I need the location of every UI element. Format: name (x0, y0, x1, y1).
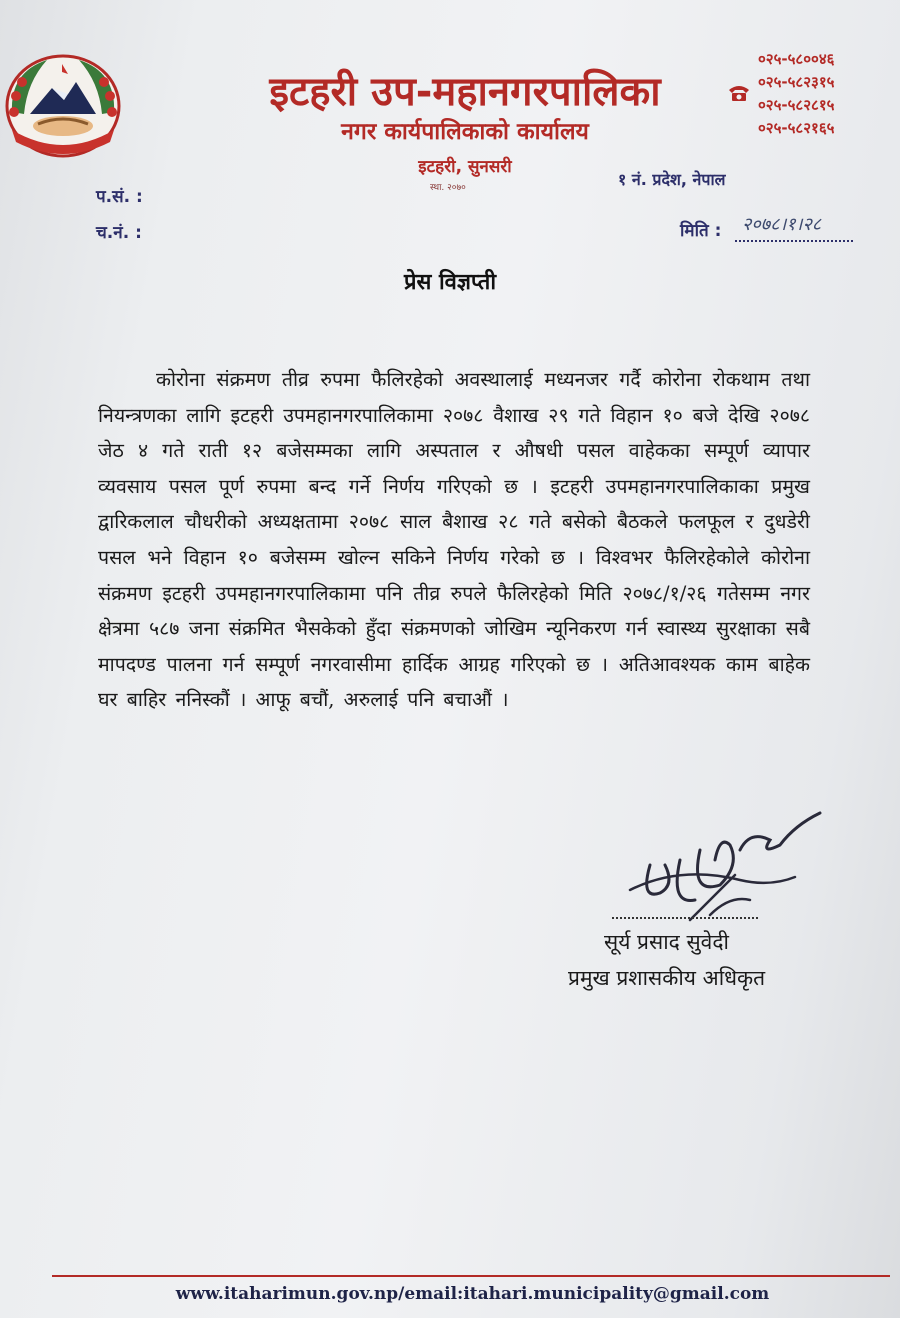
municipality-title: इटहरी उप-महानगरपालिका (269, 69, 661, 115)
press-release-heading: प्रेस विज्ञप्ती (403, 270, 497, 295)
signatory-title: प्रमुख प्रशासकीय अधिकृत (568, 966, 766, 990)
province-address: १ नं. प्रदेश, नेपाल (618, 170, 726, 189)
phone-number: ०२५-५८२१६५ (758, 119, 835, 137)
telephone-icon (728, 84, 750, 102)
signature-dotted-line (612, 917, 758, 919)
establishment-mark: स्था. २०७० (430, 183, 466, 193)
signature-image (620, 805, 830, 925)
municipality-emblem-icon (2, 52, 124, 160)
phone-number: ०२५-५८००४६ (758, 50, 835, 68)
signatory-name: सूर्य प्रसाद सुवेदी (604, 930, 729, 954)
office-subtitle: नगर कार्यपालिकाको कार्यालय (341, 119, 589, 145)
date-dotted-line (735, 240, 853, 242)
office-location: इटहरी, सुनसरी (418, 157, 512, 177)
footer-divider (52, 1275, 890, 1277)
letter-number-label: प.सं. : (96, 187, 143, 207)
phone-numbers (758, 48, 834, 140)
phone-number: ०२५-५८२३१५ (758, 73, 835, 91)
phone-number: ०२५-५८२८१५ (758, 96, 835, 114)
footer-contact: www.itaharimun.gov.np/email:itahari.municipality@gmail.com (175, 1284, 770, 1304)
press-release-body: कोरोना संक्रमण तीव्र रुपमा फैलिरहेको अवस्थालाई मध्यनजर गर्दै कोरोना रोकथाम तथा नियन्त्रणका लागि इटहरी उपमहानगरपालिकामा २०७८ वैशाख २९ गते विहान १० बजे देखि २०७८ जेठ ४ गते राती १२ बजेसम्मका लागि अस्पताल र औषधी पसल वाहेकका सम्पूर्ण व्यापार व्यवसाय पसल पूर्ण रुपमा बन्द गर्ने निर्णय गरिएको छ । इटहरी उपमहानगरपालिकाका प्रमुख द्वारिकलाल चौधरीको अध्यक्षतामा २०७८ साल बैशाख २८ गते बसेको बैठकले फलफूल र दुधडेरी पसल भने विहान १० बजेसम्म खोल्न सकिने निर्णय गरेको छ । विश्वभर फैलिरहेकोले कोरोना संक्रमण इटहरी उपमहानगरपालिकामा पनि तीव्र रुपले फैलिरहेको मिति २०७८/१/२६ गतेसम्म नगर क्षेत्रमा ५८७ जना संक्रमित भैसकेको हुँदा संक्रमणको जोखिम न्यूनिकरण गर्न स्वास्थ्य सुरक्षाका सबै मापदण्ड पालना गर्न सम्पूर्ण नगरवासीमा हार्दिक आग्रह गरिएको छ । अतिआवश्यक काम बाहेक घर बाहिर ननिस्कौं । आफू बचौं, अरुलाई पनि बचाऔं । (98, 368, 810, 712)
date-value: २०७८।१।२८ (742, 214, 822, 235)
date-label: मिति : (680, 221, 722, 241)
dispatch-number-label: च.नं. : (96, 223, 142, 243)
